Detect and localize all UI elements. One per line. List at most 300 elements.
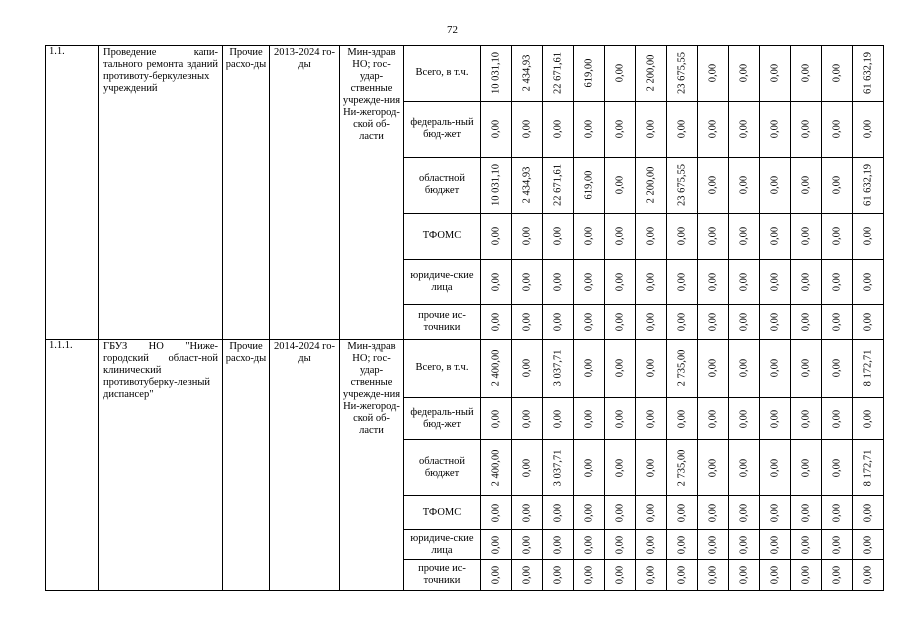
funding-source: Всего, в т.ч. bbox=[404, 339, 481, 397]
amount-value: 0,00 bbox=[583, 458, 595, 478]
amount-cell bbox=[822, 339, 853, 397]
amount-cell bbox=[698, 101, 729, 157]
period: 2013-2024 го-ды bbox=[270, 46, 340, 340]
budget-table bbox=[45, 45, 884, 591]
amount-cell bbox=[667, 46, 698, 102]
amount-value: 0,00 bbox=[676, 272, 688, 292]
amount-cell bbox=[667, 213, 698, 259]
amount-value: 0,00 bbox=[738, 64, 750, 83]
funding-source: федераль-ный бюд-жет bbox=[404, 397, 481, 440]
amount-cell bbox=[605, 101, 636, 157]
item-name: ГБУЗ НО "Ниже-городский област-ной клинический противотуберку-лезный диспансер" bbox=[99, 339, 223, 590]
amount-cell bbox=[853, 496, 884, 530]
amount-value: 8 172,71 bbox=[862, 349, 874, 387]
table-row bbox=[46, 46, 884, 102]
amount-value: 0,00 bbox=[583, 409, 595, 428]
amount-value: 0,00 bbox=[862, 120, 874, 139]
amount-cell bbox=[760, 259, 791, 305]
amount-value: 0,00 bbox=[738, 535, 750, 554]
amount-value: 0,00 bbox=[738, 566, 750, 585]
amount-cell bbox=[574, 213, 605, 259]
amount-value: 0,00 bbox=[521, 312, 533, 332]
funding-source: прочие ис-точники bbox=[404, 560, 481, 591]
amount-cell bbox=[543, 305, 574, 340]
amount-cell bbox=[853, 305, 884, 340]
amount-cell bbox=[760, 157, 791, 213]
amount-value: 0,00 bbox=[738, 312, 750, 332]
amount-value: 0,00 bbox=[800, 312, 812, 332]
amount-value: 0,00 bbox=[800, 226, 812, 246]
amount-cell bbox=[822, 213, 853, 259]
amount-cell bbox=[543, 213, 574, 259]
amount-cell bbox=[543, 440, 574, 496]
amount-cell bbox=[481, 46, 512, 102]
amount-value: 0,00 bbox=[490, 312, 502, 332]
amount-value: 0,00 bbox=[521, 409, 533, 428]
amount-value: 23 675,55 bbox=[676, 52, 688, 95]
amount-cell bbox=[729, 305, 760, 340]
amount-cell bbox=[853, 339, 884, 397]
amount-cell bbox=[605, 440, 636, 496]
amount-value: 0,00 bbox=[831, 312, 843, 332]
amount-value: 2 735,00 bbox=[676, 349, 688, 387]
amount-cell bbox=[574, 440, 605, 496]
expense-type: Прочие расхо-ды bbox=[223, 46, 270, 340]
amount-value: 0,00 bbox=[521, 458, 533, 478]
amount-cell bbox=[760, 496, 791, 530]
amount-value: 0,00 bbox=[769, 566, 781, 585]
amount-cell bbox=[481, 529, 512, 560]
amount-cell bbox=[636, 397, 667, 440]
amount-value: 0,00 bbox=[738, 503, 750, 522]
amount-value: 0,00 bbox=[645, 120, 657, 139]
amount-value: 2 434,93 bbox=[521, 166, 533, 204]
amount-cell bbox=[698, 46, 729, 102]
amount-cell bbox=[760, 339, 791, 397]
amount-cell bbox=[481, 101, 512, 157]
amount-value: 0,00 bbox=[521, 503, 533, 522]
amount-cell bbox=[636, 440, 667, 496]
amount-value: 0,00 bbox=[738, 272, 750, 292]
amount-cell bbox=[853, 101, 884, 157]
amount-cell bbox=[543, 496, 574, 530]
amount-value: 0,00 bbox=[738, 458, 750, 478]
amount-value: 0,00 bbox=[490, 226, 502, 246]
amount-cell bbox=[605, 213, 636, 259]
amount-cell bbox=[574, 101, 605, 157]
amount-value: 0,00 bbox=[583, 503, 595, 522]
amount-value: 0,00 bbox=[707, 409, 719, 428]
amount-value: 0,00 bbox=[645, 226, 657, 246]
item-number: 1.1.1. bbox=[46, 339, 99, 590]
amount-cell bbox=[791, 101, 822, 157]
amount-cell bbox=[512, 397, 543, 440]
amount-value: 2 200,00 bbox=[645, 55, 657, 92]
amount-cell bbox=[574, 397, 605, 440]
amount-cell bbox=[791, 339, 822, 397]
amount-cell bbox=[729, 46, 760, 102]
executor: Мин-здрав НО; гос-удар-ственные учрежде-ния Ни-жегород-ской об-ласти bbox=[340, 339, 404, 590]
amount-value: 0,00 bbox=[769, 64, 781, 83]
amount-cell bbox=[791, 259, 822, 305]
amount-value: 0,00 bbox=[583, 566, 595, 585]
amount-cell bbox=[605, 339, 636, 397]
item-name: Проведение капи-тального ремонта зданий противоту-беркулезных учреждений bbox=[99, 46, 223, 340]
amount-cell bbox=[698, 397, 729, 440]
amount-value: 0,00 bbox=[614, 503, 626, 522]
table-row bbox=[46, 339, 884, 397]
amount-cell bbox=[481, 339, 512, 397]
amount-value: 0,00 bbox=[769, 359, 781, 378]
amount-value: 61 632,19 bbox=[862, 164, 874, 207]
amount-value: 0,00 bbox=[800, 120, 812, 139]
amount-cell bbox=[760, 560, 791, 591]
amount-value: 0,00 bbox=[645, 409, 657, 428]
funding-source: юридиче-ские лица bbox=[404, 259, 481, 305]
amount-value: 0,00 bbox=[862, 409, 874, 428]
amount-value: 0,00 bbox=[552, 409, 564, 428]
amount-value: 0,00 bbox=[552, 312, 564, 332]
amount-value: 3 037,71 bbox=[552, 349, 564, 387]
amount-value: 0,00 bbox=[831, 272, 843, 292]
amount-cell bbox=[822, 397, 853, 440]
amount-value: 0,00 bbox=[862, 312, 874, 332]
amount-value: 0,00 bbox=[552, 272, 564, 292]
amount-value: 0,00 bbox=[676, 566, 688, 585]
amount-value: 0,00 bbox=[800, 566, 812, 585]
amount-value: 0,00 bbox=[614, 535, 626, 554]
amount-cell bbox=[543, 46, 574, 102]
amount-cell bbox=[729, 101, 760, 157]
amount-cell bbox=[574, 305, 605, 340]
amount-cell bbox=[574, 339, 605, 397]
amount-value: 0,00 bbox=[769, 535, 781, 554]
amount-cell bbox=[512, 213, 543, 259]
amount-value: 0,00 bbox=[707, 64, 719, 83]
amount-value: 2 400,00 bbox=[490, 349, 502, 387]
amount-cell bbox=[698, 560, 729, 591]
amount-value: 0,00 bbox=[831, 503, 843, 522]
amount-value: 0,00 bbox=[862, 226, 874, 246]
amount-cell bbox=[791, 397, 822, 440]
amount-value: 0,00 bbox=[583, 272, 595, 292]
amount-cell bbox=[574, 529, 605, 560]
amount-value: 0,00 bbox=[614, 359, 626, 378]
amount-value: 0,00 bbox=[862, 535, 874, 554]
amount-value: 0,00 bbox=[769, 226, 781, 246]
amount-cell bbox=[791, 529, 822, 560]
amount-value: 2 735,00 bbox=[676, 449, 688, 487]
amount-value: 0,00 bbox=[490, 503, 502, 522]
funding-source: федераль-ный бюд-жет bbox=[404, 101, 481, 157]
funding-source: областной бюджет bbox=[404, 157, 481, 213]
expense-type: Прочие расхо-ды bbox=[223, 339, 270, 590]
amount-value: 0,00 bbox=[676, 312, 688, 332]
amount-value: 0,00 bbox=[614, 226, 626, 246]
amount-cell bbox=[667, 305, 698, 340]
amount-cell bbox=[667, 440, 698, 496]
amount-cell bbox=[698, 529, 729, 560]
amount-cell bbox=[574, 496, 605, 530]
amount-cell bbox=[667, 397, 698, 440]
amount-cell bbox=[853, 213, 884, 259]
amount-value: 0,00 bbox=[769, 503, 781, 522]
amount-cell bbox=[853, 529, 884, 560]
amount-value: 0,00 bbox=[645, 272, 657, 292]
amount-value: 2 200,00 bbox=[645, 166, 657, 204]
amount-cell bbox=[667, 157, 698, 213]
amount-value: 0,00 bbox=[800, 359, 812, 378]
amount-cell bbox=[760, 305, 791, 340]
amount-value: 0,00 bbox=[645, 458, 657, 478]
amount-cell bbox=[791, 305, 822, 340]
amount-value: 22 671,61 bbox=[552, 52, 564, 95]
amount-value: 0,00 bbox=[645, 503, 657, 522]
amount-value: 0,00 bbox=[862, 503, 874, 522]
amount-value: 8 172,71 bbox=[862, 449, 874, 487]
amount-value: 0,00 bbox=[583, 226, 595, 246]
amount-cell bbox=[760, 397, 791, 440]
amount-cell bbox=[729, 259, 760, 305]
amount-cell bbox=[698, 213, 729, 259]
amount-cell bbox=[667, 101, 698, 157]
amount-value: 0,00 bbox=[676, 226, 688, 246]
amount-cell bbox=[729, 496, 760, 530]
amount-value: 0,00 bbox=[552, 226, 564, 246]
amount-value: 0,00 bbox=[831, 535, 843, 554]
amount-cell bbox=[512, 101, 543, 157]
amount-cell bbox=[512, 259, 543, 305]
amount-cell bbox=[481, 305, 512, 340]
amount-value: 0,00 bbox=[800, 64, 812, 83]
amount-value: 0,00 bbox=[800, 409, 812, 428]
amount-value: 61 632,19 bbox=[862, 52, 874, 95]
amount-cell bbox=[698, 157, 729, 213]
amount-value: 0,00 bbox=[583, 359, 595, 378]
amount-cell bbox=[636, 259, 667, 305]
amount-cell bbox=[543, 157, 574, 213]
amount-value: 0,00 bbox=[521, 566, 533, 585]
amount-value: 23 675,55 bbox=[676, 164, 688, 207]
amount-cell bbox=[698, 440, 729, 496]
amount-cell bbox=[543, 560, 574, 591]
amount-cell bbox=[760, 440, 791, 496]
amount-value: 0,00 bbox=[521, 272, 533, 292]
amount-value: 0,00 bbox=[738, 409, 750, 428]
amount-value: 0,00 bbox=[614, 176, 626, 195]
funding-source: областной бюджет bbox=[404, 440, 481, 496]
amount-cell bbox=[481, 397, 512, 440]
amount-value: 0,00 bbox=[831, 64, 843, 83]
amount-value: 0,00 bbox=[552, 120, 564, 139]
amount-value: 3 037,71 bbox=[552, 449, 564, 487]
amount-cell bbox=[512, 529, 543, 560]
amount-value: 0,00 bbox=[831, 226, 843, 246]
amount-cell bbox=[853, 560, 884, 591]
item-number: 1.1. bbox=[46, 46, 99, 340]
amount-cell bbox=[512, 440, 543, 496]
amount-value: 0,00 bbox=[707, 226, 719, 246]
amount-cell bbox=[574, 560, 605, 591]
amount-value: 0,00 bbox=[552, 566, 564, 585]
amount-cell bbox=[853, 440, 884, 496]
amount-cell bbox=[481, 496, 512, 530]
amount-value: 0,00 bbox=[521, 359, 533, 378]
amount-value: 0,00 bbox=[614, 120, 626, 139]
amount-value: 0,00 bbox=[769, 458, 781, 478]
amount-value: 0,00 bbox=[645, 312, 657, 332]
amount-value: 2 400,00 bbox=[490, 449, 502, 487]
amount-cell bbox=[481, 213, 512, 259]
amount-value: 22 671,61 bbox=[552, 164, 564, 207]
amount-value: 10 031,10 bbox=[490, 164, 502, 207]
amount-cell bbox=[605, 496, 636, 530]
amount-value: 0,00 bbox=[769, 120, 781, 139]
funding-source: юридиче-ские лица bbox=[404, 529, 481, 560]
amount-cell bbox=[729, 560, 760, 591]
amount-cell bbox=[791, 157, 822, 213]
amount-cell bbox=[667, 560, 698, 591]
amount-cell bbox=[574, 46, 605, 102]
amount-value: 0,00 bbox=[614, 312, 626, 332]
amount-cell bbox=[791, 496, 822, 530]
amount-cell bbox=[853, 46, 884, 102]
amount-cell bbox=[698, 496, 729, 530]
funding-source: прочие ис-точники bbox=[404, 305, 481, 340]
amount-value: 0,00 bbox=[707, 458, 719, 478]
amount-cell bbox=[822, 259, 853, 305]
amount-value: 0,00 bbox=[614, 566, 626, 585]
amount-cell bbox=[822, 305, 853, 340]
amount-value: 0,00 bbox=[831, 176, 843, 195]
amount-value: 0,00 bbox=[614, 458, 626, 478]
amount-cell bbox=[760, 101, 791, 157]
amount-value: 0,00 bbox=[707, 359, 719, 378]
amount-cell bbox=[729, 213, 760, 259]
executor: Мин-здрав НО; гос-удар-ственные учрежде-ния Ни-жегород-ской об-ласти bbox=[340, 46, 404, 340]
amount-value: 0,00 bbox=[738, 176, 750, 195]
amount-value: 0,00 bbox=[769, 176, 781, 195]
amount-value: 0,00 bbox=[552, 535, 564, 554]
amount-value: 0,00 bbox=[614, 272, 626, 292]
amount-cell bbox=[729, 157, 760, 213]
amount-cell bbox=[791, 440, 822, 496]
amount-cell bbox=[822, 46, 853, 102]
amount-cell bbox=[760, 46, 791, 102]
amount-cell bbox=[636, 560, 667, 591]
amount-value: 0,00 bbox=[738, 359, 750, 378]
funding-source: ТФОМС bbox=[404, 213, 481, 259]
amount-cell bbox=[574, 259, 605, 305]
amount-cell bbox=[822, 101, 853, 157]
amount-cell bbox=[605, 560, 636, 591]
amount-cell bbox=[512, 496, 543, 530]
amount-cell bbox=[512, 339, 543, 397]
amount-value: 0,00 bbox=[707, 503, 719, 522]
amount-value: 619,00 bbox=[583, 170, 595, 200]
amount-value: 0,00 bbox=[707, 312, 719, 332]
amount-value: 0,00 bbox=[831, 359, 843, 378]
amount-cell bbox=[543, 397, 574, 440]
amount-value: 10 031,10 bbox=[490, 52, 502, 95]
amount-value: 0,00 bbox=[645, 535, 657, 554]
amount-cell bbox=[822, 496, 853, 530]
amount-value: 0,00 bbox=[521, 120, 533, 139]
amount-value: 0,00 bbox=[831, 566, 843, 585]
amount-cell bbox=[667, 339, 698, 397]
amount-value: 0,00 bbox=[583, 312, 595, 332]
amount-value: 0,00 bbox=[490, 535, 502, 554]
amount-value: 0,00 bbox=[676, 120, 688, 139]
amount-value: 0,00 bbox=[800, 176, 812, 195]
amount-value: 0,00 bbox=[738, 120, 750, 139]
amount-value: 0,00 bbox=[769, 272, 781, 292]
amount-cell bbox=[636, 157, 667, 213]
amount-cell bbox=[605, 305, 636, 340]
amount-cell bbox=[822, 529, 853, 560]
amount-value: 0,00 bbox=[490, 409, 502, 428]
amount-cell bbox=[636, 529, 667, 560]
amount-cell bbox=[512, 46, 543, 102]
amount-value: 0,00 bbox=[707, 176, 719, 195]
amount-cell bbox=[729, 440, 760, 496]
amount-cell bbox=[605, 46, 636, 102]
amount-value: 0,00 bbox=[552, 503, 564, 522]
amount-value: 0,00 bbox=[583, 535, 595, 554]
amount-cell bbox=[667, 529, 698, 560]
amount-cell bbox=[543, 339, 574, 397]
amount-cell bbox=[667, 496, 698, 530]
amount-value: 0,00 bbox=[614, 409, 626, 428]
amount-value: 0,00 bbox=[800, 535, 812, 554]
amount-cell bbox=[791, 560, 822, 591]
amount-cell bbox=[543, 259, 574, 305]
amount-cell bbox=[543, 101, 574, 157]
amount-value: 0,00 bbox=[831, 458, 843, 478]
amount-value: 0,00 bbox=[490, 566, 502, 585]
amount-cell bbox=[791, 213, 822, 259]
amount-cell bbox=[543, 529, 574, 560]
amount-cell bbox=[667, 259, 698, 305]
amount-cell bbox=[853, 259, 884, 305]
amount-cell bbox=[822, 157, 853, 213]
amount-value: 0,00 bbox=[831, 409, 843, 428]
amount-cell bbox=[605, 397, 636, 440]
amount-cell bbox=[729, 339, 760, 397]
amount-value: 0,00 bbox=[800, 272, 812, 292]
amount-cell bbox=[853, 157, 884, 213]
amount-value: 0,00 bbox=[707, 120, 719, 139]
amount-value: 0,00 bbox=[676, 535, 688, 554]
amount-cell bbox=[481, 440, 512, 496]
amount-value: 0,00 bbox=[645, 359, 657, 378]
amount-cell bbox=[605, 529, 636, 560]
amount-value: 0,00 bbox=[490, 120, 502, 139]
amount-value: 2 434,93 bbox=[521, 55, 533, 92]
amount-value: 0,00 bbox=[769, 312, 781, 332]
amount-cell bbox=[853, 397, 884, 440]
amount-cell bbox=[636, 213, 667, 259]
amount-value: 0,00 bbox=[583, 120, 595, 139]
period: 2014-2024 го-ды bbox=[270, 339, 340, 590]
amount-cell bbox=[822, 560, 853, 591]
amount-cell bbox=[636, 305, 667, 340]
amount-cell bbox=[636, 496, 667, 530]
amount-cell bbox=[512, 157, 543, 213]
amount-cell bbox=[698, 305, 729, 340]
amount-value: 0,00 bbox=[800, 458, 812, 478]
amount-cell bbox=[822, 440, 853, 496]
